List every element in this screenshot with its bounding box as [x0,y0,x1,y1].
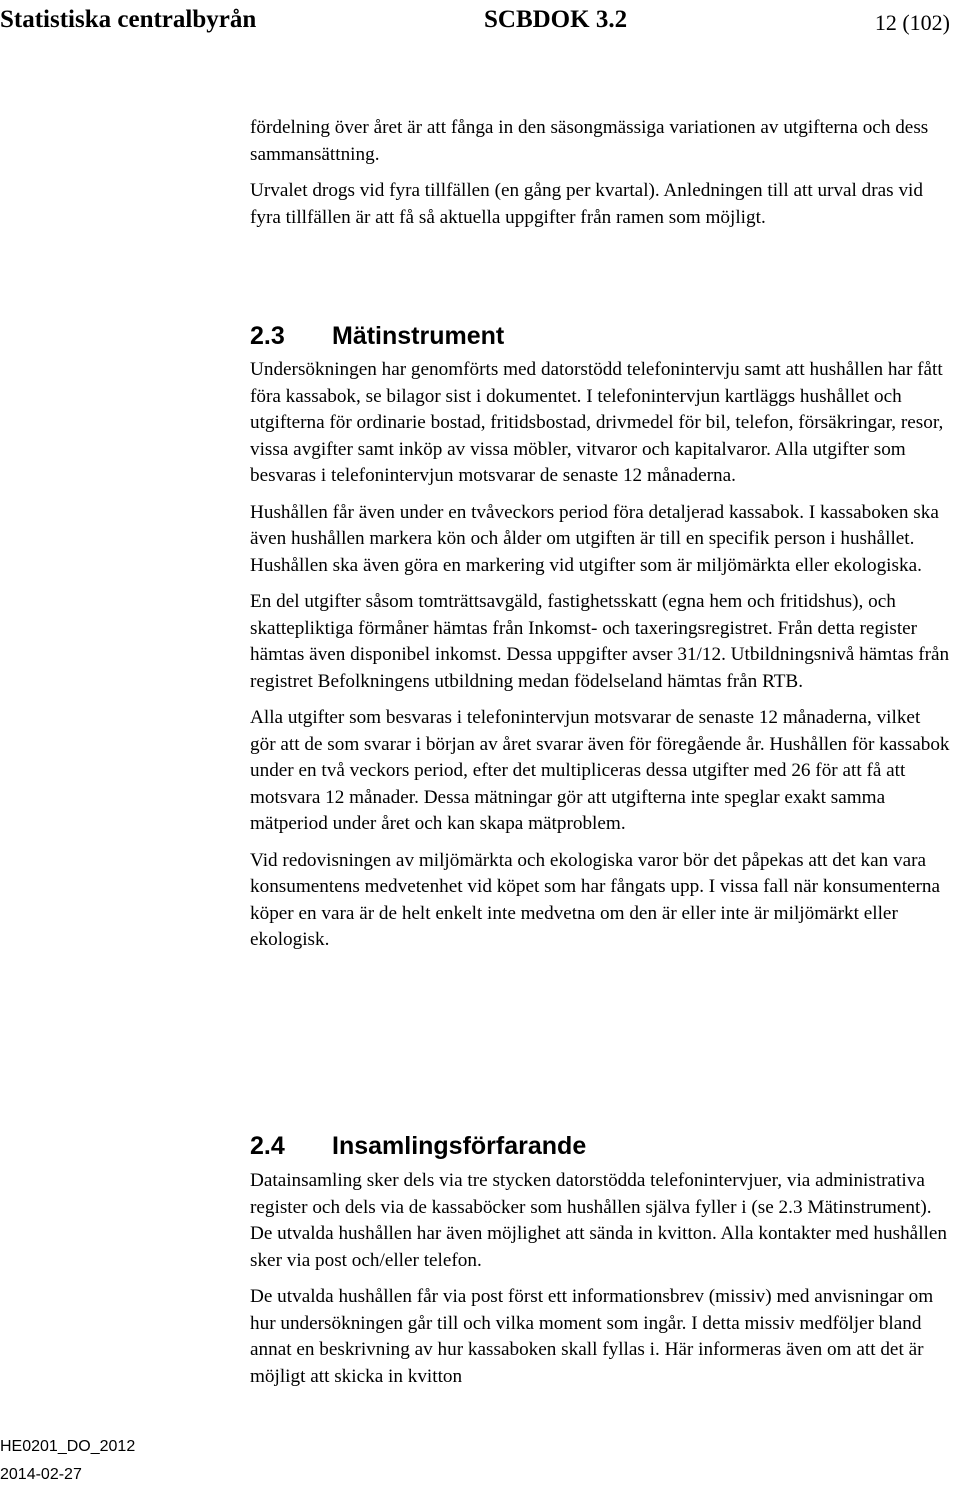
page-number: 12 (102) [874,10,950,35]
section-title: Mätinstrument [332,322,505,350]
footer-doc-id: HE0201_DO_2012 [0,1438,136,1455]
document-code: SCBDOK 3.2 [484,6,628,33]
section-number: 2.4 [250,1132,285,1160]
organization-name: Statistiska centralbyrån [0,6,257,33]
section-2-4-body [250,1168,950,1390]
paragraph: Datainsamling sker dels via tre stycken datorstödda telefonintervjuer, via administrativa register och dels via de kassaböcker som hushållen själva fyller i (se 2.3 Mätinstrument). De utvalda hushållen har även möjlighet att sända in kvitton. Alla kontakter med hushållen sker via post och/eller telefon. [250,1170,947,1271]
paragraph: De utvalda hushållen får via post först ett informationsbrev (missiv) med anvisningar om hur undersökningen går till och vilka moment som ingår. I detta missiv medföljer bland annat en beskrivning av hur kassaboken skall fyllas i. Här informeras även om att det är möjligt att skicka in kvitton [250,1286,934,1387]
section-heading-2-3 [250,320,504,352]
footer-date: 2014-02-27 [0,1466,82,1483]
section-title: Insamlingsförfarande [332,1132,587,1160]
section-number: 2.3 [250,322,285,350]
paragraph: Alla utgifter som besvaras i telefonintervjun motsvarar de senaste 12 månaderna, vilket gör att de som svarar i början av året svarar även för föregående år. Hushållen för kassabok under en två veckors period, efter det multipliceras dessa utgifter med 26 för att få att motsvara 12 månader. Dessa mätningar gör att utgifterna inte speglar exakt samma mätperiod under året och kan skapa mätproblem. [250,707,950,834]
paragraph: Undersökningen har genomförts med datorstödd telefonintervju samt att hushållen har fått föra kassabok, se bilagor sist i dokumentet. I telefonintervjun kartläggs hushållet och utgifterna för ordinarie bostad, fritidsbostad, drivmedel för bil, telefon, försäkringar, resor, vissa avgifter samt inköp av vissa möbler, vitvaror och kapitalvaror. Alla utgifter som besvaras i telefonintervjun motsvarar de senaste 12 månaderna. [250,359,944,486]
paragraph: En del utgifter såsom tomträttsavgäld, fastighetsskatt (egna hem och fritidshus), och skattepliktiga förmåner hämtas från Inkomst- och taxeringsregistret. Från detta register hämtas även disponibel inkomst. Dessa uppgifter avser 31/12. Utbildningsnivå hämtas från registret Befolkningens utbildning medan födelseland hämtas från RTB. [250,591,950,692]
intro-paragraph-2: Urvalet drogs vid fyra tillfällen (en gång per kvartal). Anledningen till att urval dras vid fyra tillfällen är att få så aktuella uppgifter från ramen som möjligt. [250,180,923,228]
section-heading-2-4 [250,1130,586,1162]
intro-text [250,115,950,231]
section-2-3-body [250,357,950,954]
paragraph: Hushållen får även under en tvåveckors period föra detaljerad kassabok. I kassaboken ska även hushållen markera kön och ålder om utgiften är till en specifik person i hushållet. Hushållen ska även göra en markering vid utgifter som är miljömärkta eller ekologiska. [250,501,939,576]
intro-paragraph-1: fördelning över året är att fånga in den säsongmässiga variationen av utgifterna och dess sammansättning. [250,117,929,165]
paragraph: Vid redovisningen av miljömärkta och ekologiska varor bör det påpekas att det kan vara konsumentens medvetenhet vid köpet som har fångats upp. I vissa fall när konsumenterna köper en vara är de helt enkelt inte medvetna om den är eller inte är miljömärkt eller ekologisk. [250,849,941,950]
page-header [0,0,960,40]
